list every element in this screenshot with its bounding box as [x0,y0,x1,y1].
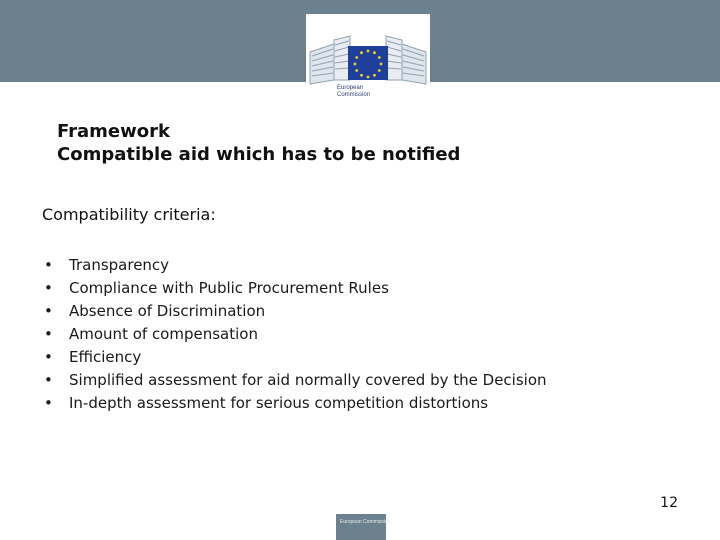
list-item-text: Absence of Discrimination [69,302,266,320]
list-item [42,301,692,324]
slide-title [57,120,677,166]
bullet-icon: • [44,348,53,366]
list-item-text: Amount of compensation [69,325,258,343]
list-item [42,278,692,301]
bullet-icon: • [44,325,53,343]
list-item [42,324,692,347]
bullet-icon: • [44,256,53,274]
page-number: 12 [660,495,678,511]
list-item [42,347,692,370]
bullet-icon: • [44,371,53,389]
bullet-icon: • [44,302,53,320]
list-item-text: Transparency [69,256,170,274]
bullet-icon: • [44,279,53,297]
footer-logo-text: European Commission [340,519,391,525]
european-commission-logo [306,14,430,108]
list-item [42,393,692,416]
title-line-2: Compatible aid which has to be notified [57,144,461,165]
logo-text-commission: Commission [337,92,371,98]
title-line-1: Framework [57,121,170,142]
logo-text-european: European [337,85,364,91]
list-item [42,370,692,393]
list-item-text: Efficiency [69,348,142,366]
bullet-icon: • [44,394,53,412]
footer-logo [336,514,391,540]
list-item [42,255,692,278]
list-item-text: Simplified assessment for aid normally covered by the Decision [69,371,547,389]
list-item-text: Compliance with Public Procurement Rules [69,279,389,297]
list-item-text: In-depth assessment for serious competition distortions [69,394,489,412]
criteria-list [42,255,692,416]
criteria-heading: Compatibility criteria: [42,205,216,224]
